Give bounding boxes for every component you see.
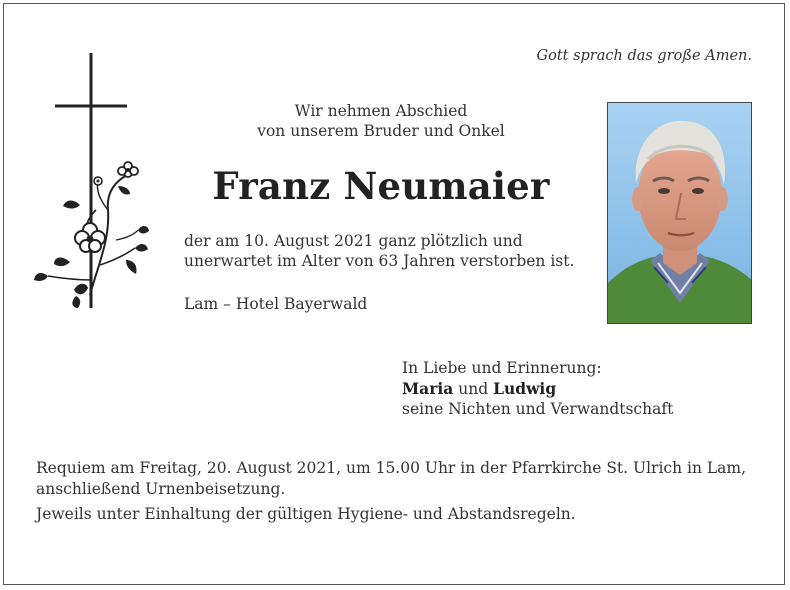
mourners-joiner: und <box>458 379 489 398</box>
mourners-heading: In Liebe und Erinnerung: <box>402 359 602 377</box>
service-line-2: anschließend Urnenbeisetzung. <box>36 480 286 498</box>
hygiene-rules-text: Jeweils unter Einhaltung der gültigen Hygiene- und Abstandsregeln. <box>36 505 576 523</box>
death-notice <box>184 231 574 271</box>
death-notice-line-1: der am 10. August 2021 ganz plötzlich und <box>184 232 523 250</box>
intro-line-2: von unserem Bruder und Onkel <box>257 122 505 140</box>
service-info <box>36 458 754 500</box>
intro-text <box>180 101 582 141</box>
mourner-name-ludwig: Ludwig <box>493 378 557 398</box>
mourners-block <box>402 358 673 420</box>
mourner-name-maria: Maria <box>402 378 454 398</box>
mourners-names <box>402 379 673 400</box>
motto-quote: Gott sprach das große Amen. <box>536 48 752 64</box>
portrait-photo <box>607 102 752 324</box>
portrait-image <box>608 103 752 324</box>
service-line-1: Requiem am Freitag, 20. August 2021, um 15.00 Uhr in der Pfarrkirche St. Ulrich in Lam, <box>36 459 747 477</box>
death-notice-line-2: unerwartet im Alter von 63 Jahren verstorben ist. <box>184 252 575 270</box>
deceased-name: Franz Neumaier <box>212 164 550 208</box>
cross-with-flowers-icon <box>30 50 150 312</box>
mourners-relatives: seine Nichten und Verwandtschaft <box>402 400 674 418</box>
intro-line-1: Wir nehmen Abschied <box>294 102 468 120</box>
place-text: Lam – Hotel Bayerwald <box>184 295 368 313</box>
